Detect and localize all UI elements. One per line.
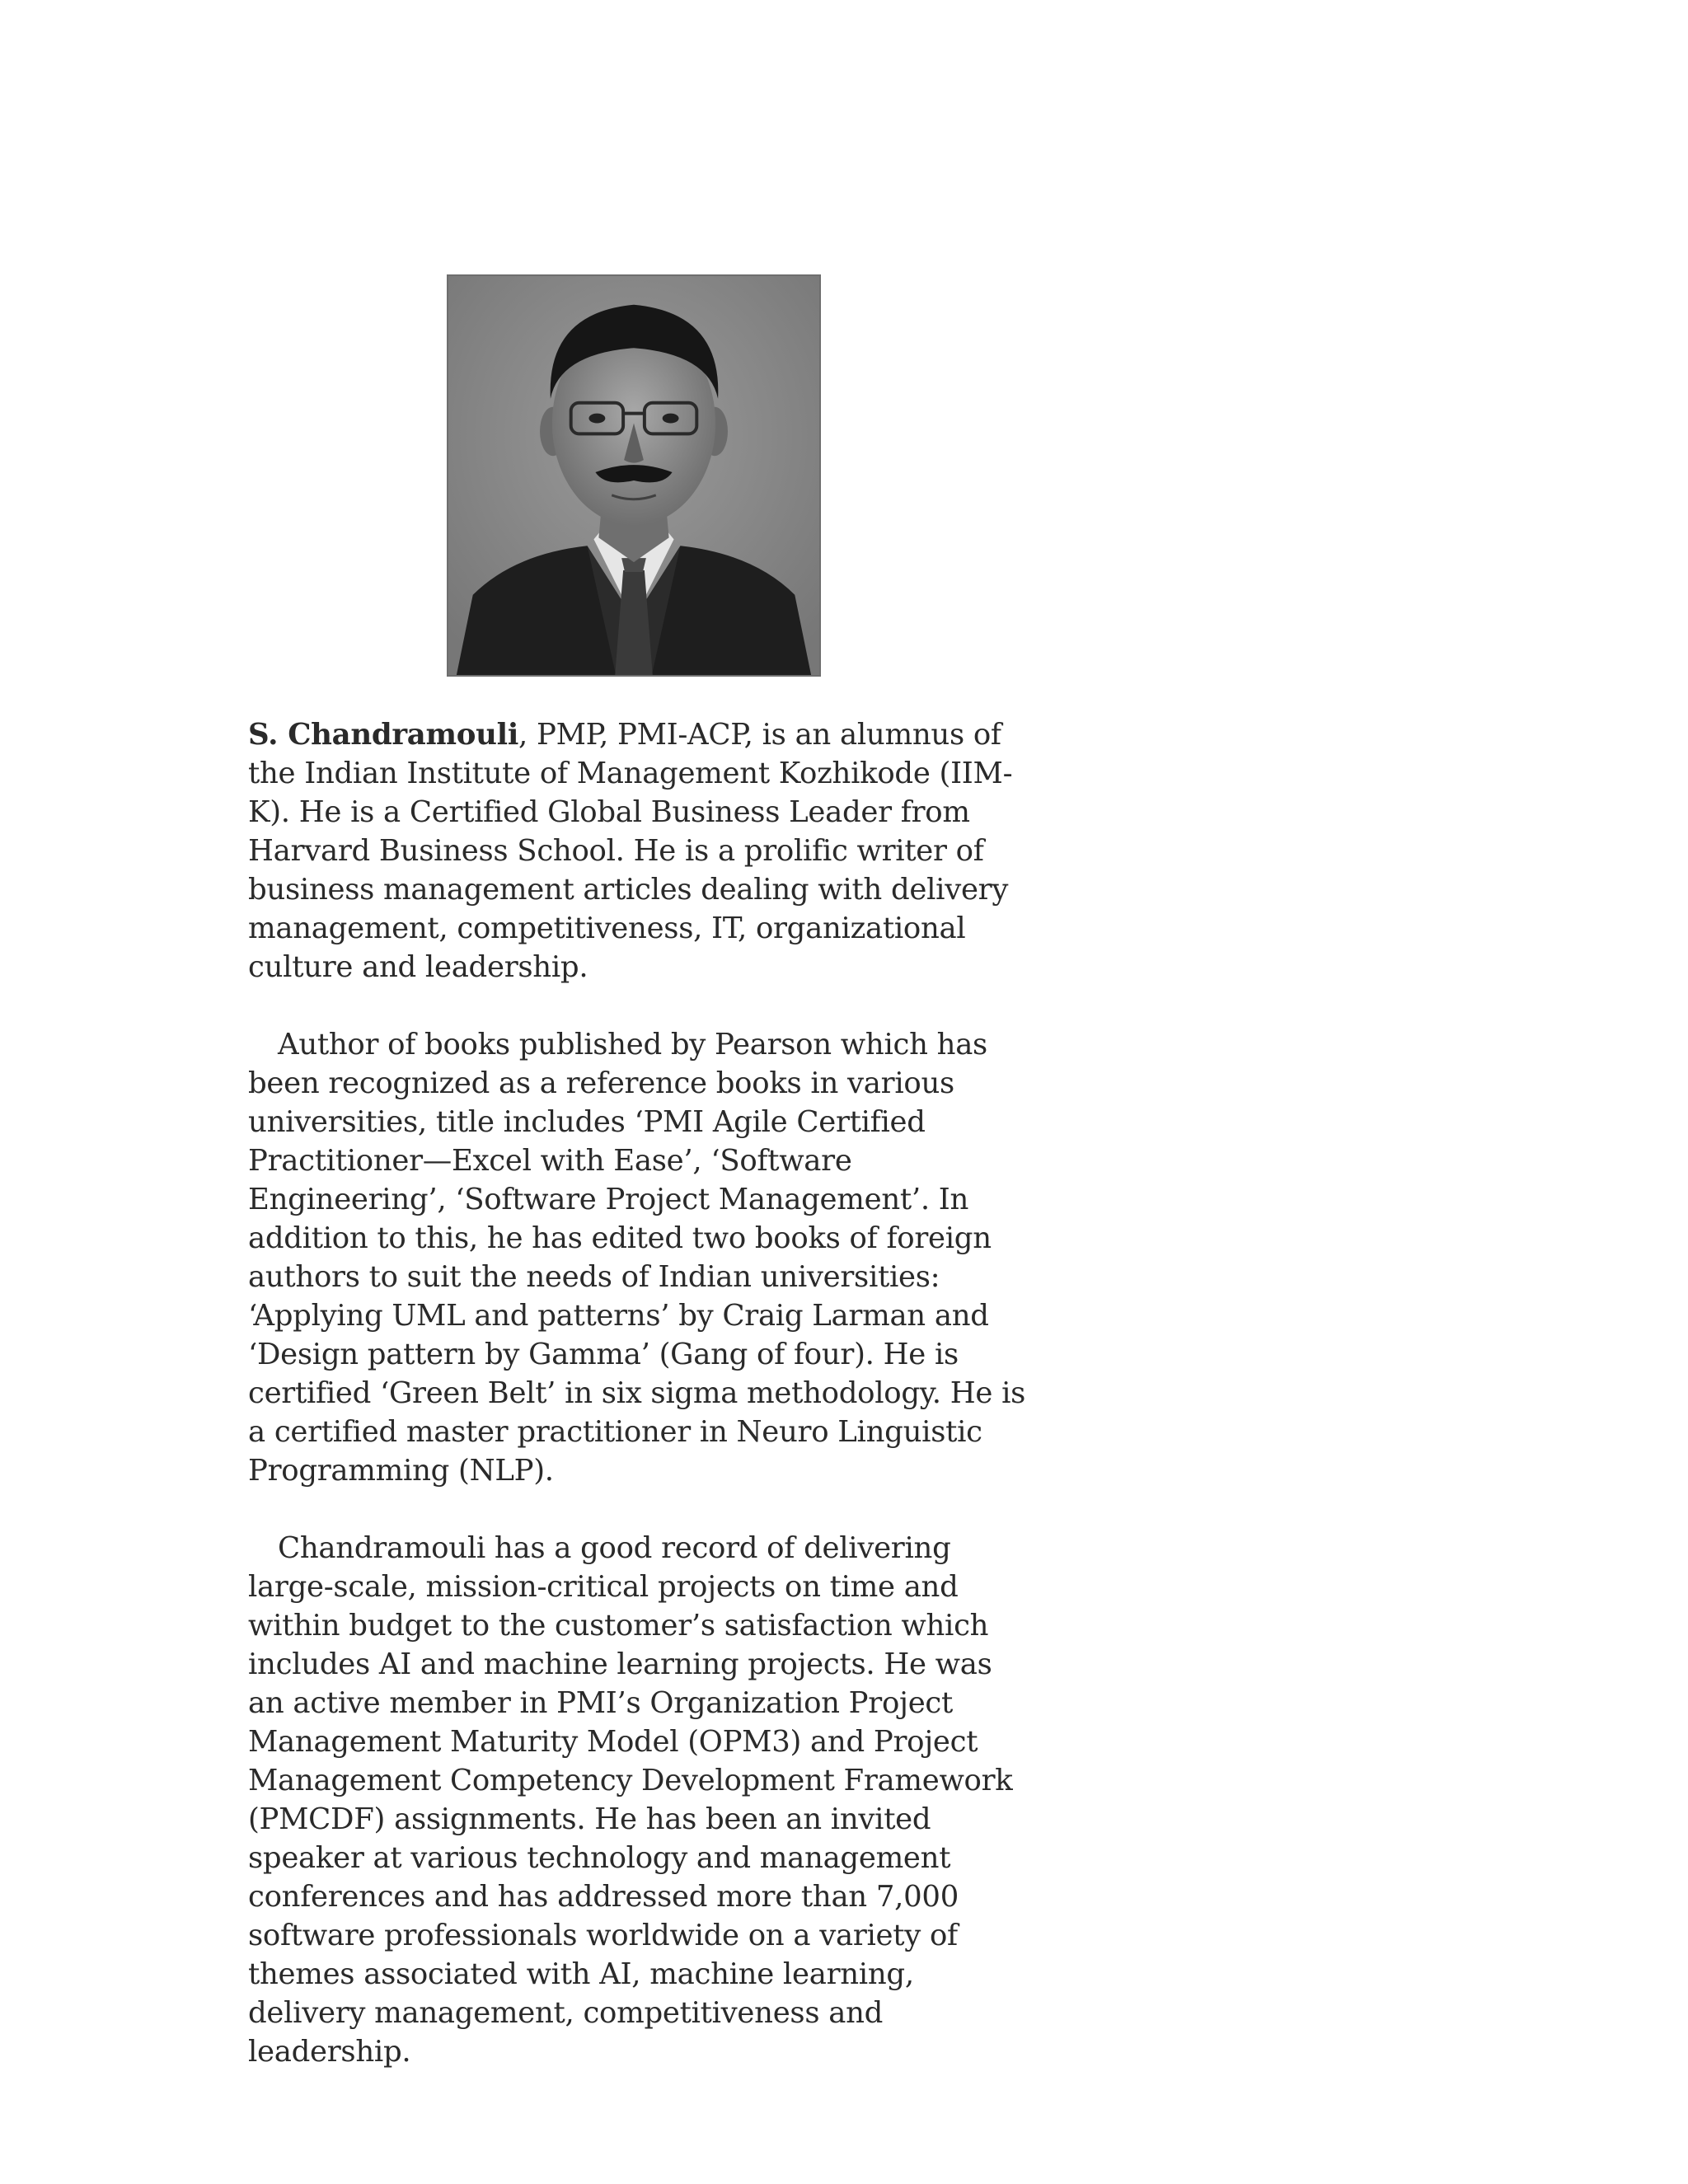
author-name: S. Chandramouli — [248, 718, 519, 752]
bio-paragraph-1-text: , PMP, PMI-ACP, is an alumnus of the Indian Institute of Management Kozhikode (IIM-K). He is a Certified Global Business Leader from Harvard Business School. He is a prolific writer of business management articles dealing with delivery management, competitiveness, IT, organizational culture and leadership. — [248, 718, 1013, 984]
bio-paragraph-3: Chandramouli has a good record of delivering large-scale, mission-critical projects on time and within budget to the customer’s satisfaction which includes AI and machine learning projects. He was an active member in PMI’s Organization Project Management Maturity Model (OPM3) and Project Management Competency Development Framework (PMCDF) assignments. He has been an invited speaker at various technology and management conferences and has addressed more than 7,000 software professionals worldwide on a variety of themes associated with AI, machine learning, delivery management, competitiveness and leadership. — [248, 1531, 1013, 2069]
bio-paragraph-1 — [248, 715, 1031, 987]
author-bio — [248, 715, 1031, 2110]
bio-paragraph-2: Author of books published by Pearson which has been recognized as a reference books in various universities, title includes ‘PMI Agile Certified Practitioner—Excel with Ease’, ‘Software Engineering’, ‘Software Project Management’. In addition to this, he has edited two books of foreign authors to suit the needs of Indian universities: ‘Applying UML and patterns’ by Craig Larman and ‘Design pattern by Gamma’ (Gang of four). He is certified ‘Green Belt’ in six sigma methodology. He is a certified master practitioner in Neuro Linguistic Programming (NLP). — [248, 1028, 1026, 1488]
author-photo — [447, 274, 821, 677]
